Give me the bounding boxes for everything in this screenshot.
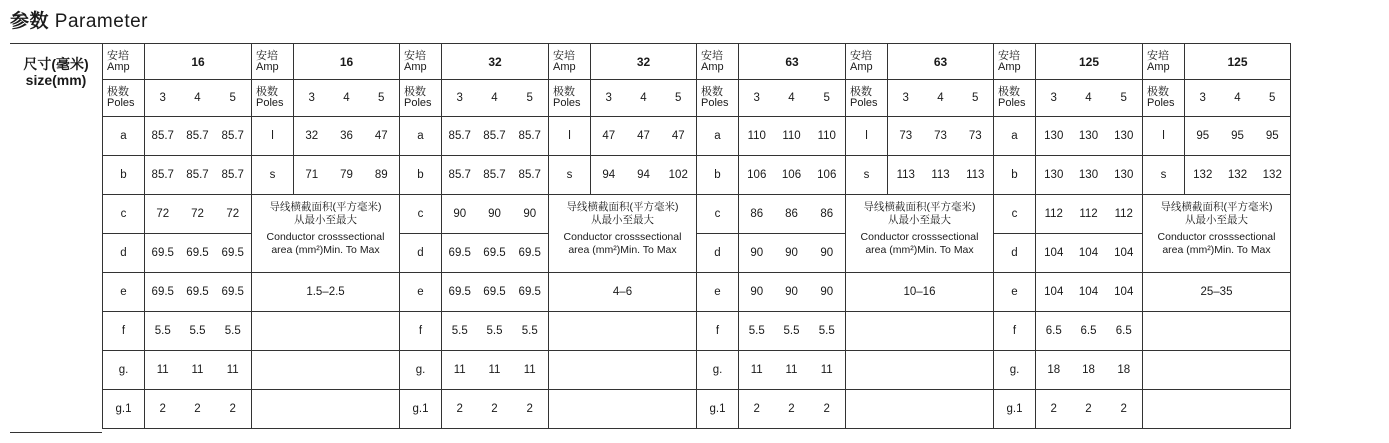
amp-label <box>549 44 591 80</box>
table-cell: 85.7 <box>442 156 478 195</box>
row-label: f <box>103 312 145 351</box>
table-cell: 85.7 <box>181 117 215 156</box>
row-label: l <box>1143 117 1185 156</box>
table-cell: 4 <box>627 80 661 117</box>
row-label: c <box>400 195 442 234</box>
row-label: b <box>697 156 739 195</box>
conductor-range: 10–16 <box>846 273 994 312</box>
parameter-table <box>102 43 1291 429</box>
note-en-line1: Conductor crosssectional <box>1157 231 1276 243</box>
row-label: g. <box>994 351 1036 390</box>
empty-cell <box>846 351 994 390</box>
note-en-line2: area (mm²)Min. To Max <box>271 244 380 256</box>
table-cell: 90 <box>739 234 775 273</box>
amp-value: 16 <box>145 44 252 80</box>
row-label: e <box>400 273 442 312</box>
row-label: b <box>400 156 442 195</box>
row-label: f <box>994 312 1036 351</box>
note-cn-line1: 导线横截面积(平方毫米) <box>863 201 976 213</box>
page-title <box>10 6 148 33</box>
table-cell: 69.5 <box>181 273 215 312</box>
row-label: d <box>103 234 145 273</box>
note-en-line2: area (mm²)Min. To Max <box>1162 244 1271 256</box>
row-label: a <box>994 117 1036 156</box>
page-title-cn: 参数 <box>10 11 50 32</box>
table-cell: 85.7 <box>512 156 549 195</box>
poles-label <box>994 80 1036 117</box>
table-cell: 130 <box>1106 156 1143 195</box>
poles-label-en: Poles <box>701 97 729 109</box>
row-label: f <box>697 312 739 351</box>
row-label: b <box>994 156 1036 195</box>
poles-row <box>103 80 1291 117</box>
poles-label-cn: 极数 <box>553 86 575 98</box>
table-cell: 113 <box>958 156 994 195</box>
amp-value: 63 <box>888 44 994 80</box>
row-label: g.1 <box>400 390 442 429</box>
table-cell: 4 <box>775 80 809 117</box>
row-label: l <box>549 117 591 156</box>
table-cell: 11 <box>739 351 775 390</box>
table-cell: 95 <box>1221 117 1255 156</box>
table-cell: 90 <box>739 273 775 312</box>
table-cell: 69.5 <box>145 234 181 273</box>
table-cell: 3 <box>888 80 924 117</box>
table-cell: 2 <box>181 390 215 429</box>
note-cn-line2: 从最小至最大 <box>294 214 357 226</box>
note-en-line1: Conductor crosssectional <box>266 231 385 243</box>
table-cell: 102 <box>661 156 697 195</box>
table-cell: 110 <box>739 117 775 156</box>
table-cell: 85.7 <box>145 117 181 156</box>
table-cell: 130 <box>1072 156 1106 195</box>
amp-label-en: Amp <box>850 60 873 73</box>
amp-row <box>103 44 1291 80</box>
table-cell: 11 <box>145 351 181 390</box>
row-label: f <box>400 312 442 351</box>
empty-cell <box>846 312 994 351</box>
empty-cell <box>549 390 697 429</box>
table-cell: 112 <box>1036 195 1072 234</box>
table-cell: 85.7 <box>181 156 215 195</box>
table-cell: 69.5 <box>478 273 512 312</box>
amp-label-en: Amp <box>256 60 279 73</box>
amp-value: 32 <box>591 44 697 80</box>
table-cell: 5.5 <box>775 312 809 351</box>
row-label: g. <box>103 351 145 390</box>
table-cell: 85.7 <box>478 156 512 195</box>
table-cell: 3 <box>145 80 181 117</box>
conductor-range: 25–35 <box>1143 273 1291 312</box>
table-cell: 86 <box>809 195 846 234</box>
table-cell: 73 <box>958 117 994 156</box>
poles-label-cn: 极数 <box>1147 86 1169 98</box>
poles-label <box>103 80 145 117</box>
poles-label-en: Poles <box>850 97 878 109</box>
table-cell: 90 <box>809 234 846 273</box>
row-label: b <box>103 156 145 195</box>
amp-label-cn: 安培 <box>701 49 723 62</box>
table-cell: 69.5 <box>442 273 478 312</box>
divider <box>10 43 102 44</box>
note-cn-line2: 从最小至最大 <box>888 214 951 226</box>
amp-label <box>994 44 1036 80</box>
table-cell: 106 <box>809 156 846 195</box>
table-cell: 3 <box>294 80 330 117</box>
table-cell: 2 <box>145 390 181 429</box>
poles-label-cn: 极数 <box>256 86 278 98</box>
table-cell: 113 <box>888 156 924 195</box>
table-cell: 5.5 <box>809 312 846 351</box>
table-cell: 130 <box>1036 156 1072 195</box>
empty-cell <box>549 312 697 351</box>
table-cell: 79 <box>330 156 364 195</box>
table-cell: 69.5 <box>215 234 252 273</box>
note-cn-line1: 导线横截面积(平方毫米) <box>566 201 679 213</box>
row-label: e <box>697 273 739 312</box>
table-cell: 90 <box>775 234 809 273</box>
poles-label-en: Poles <box>553 97 581 109</box>
amp-value: 125 <box>1185 44 1291 80</box>
empty-cell <box>549 351 697 390</box>
conductor-note <box>1143 195 1291 273</box>
size-label-en: size(mm) <box>25 72 87 88</box>
table-cell: 71 <box>294 156 330 195</box>
table-cell: 90 <box>809 273 846 312</box>
table-cell: 18 <box>1072 351 1106 390</box>
row-label: s <box>846 156 888 195</box>
table-cell: 32 <box>294 117 330 156</box>
row-label: a <box>400 117 442 156</box>
table-cell: 4 <box>1072 80 1106 117</box>
table-cell: 36 <box>330 117 364 156</box>
table-cell: 132 <box>1185 156 1221 195</box>
conductor-note <box>252 195 400 273</box>
note-en-line2: area (mm²)Min. To Max <box>568 244 677 256</box>
table-cell: 112 <box>1106 195 1143 234</box>
amp-label-en: Amp <box>998 60 1021 73</box>
table-cell: 90 <box>442 195 478 234</box>
page-title-en: Parameter <box>54 11 148 32</box>
table-cell: 85.7 <box>512 117 549 156</box>
table-cell: 104 <box>1106 234 1143 273</box>
table-cell: 132 <box>1255 156 1291 195</box>
amp-label-en: Amp <box>553 60 576 73</box>
table-cell: 85.7 <box>215 156 252 195</box>
table-cell: 4 <box>478 80 512 117</box>
table-cell: 2 <box>442 390 478 429</box>
amp-value: 16 <box>294 44 400 80</box>
row-label: d <box>697 234 739 273</box>
table-cell: 72 <box>215 195 252 234</box>
table-row <box>103 390 1291 429</box>
table-cell: 130 <box>1036 117 1072 156</box>
table-cell: 69.5 <box>512 234 549 273</box>
poles-label-en: Poles <box>107 97 135 109</box>
table-row <box>103 156 1291 195</box>
table-cell: 106 <box>739 156 775 195</box>
table-cell: 18 <box>1036 351 1072 390</box>
poles-label <box>549 80 591 117</box>
table-cell: 4 <box>181 80 215 117</box>
table-cell: 2 <box>1036 390 1072 429</box>
table-cell: 3 <box>739 80 775 117</box>
table-cell: 3 <box>591 80 627 117</box>
table-cell: 113 <box>924 156 958 195</box>
table-cell: 5 <box>661 80 697 117</box>
conductor-range: 4–6 <box>549 273 697 312</box>
poles-label-cn: 极数 <box>107 86 129 98</box>
table-cell: 106 <box>775 156 809 195</box>
table-cell: 104 <box>1036 234 1072 273</box>
row-label: a <box>697 117 739 156</box>
poles-label-en: Poles <box>256 97 284 109</box>
row-label: s <box>252 156 294 195</box>
table-cell: 69.5 <box>478 234 512 273</box>
empty-cell <box>252 390 400 429</box>
poles-label <box>1143 80 1185 117</box>
table-cell: 104 <box>1072 234 1106 273</box>
conductor-range: 1.5–2.5 <box>252 273 400 312</box>
table-cell: 11 <box>809 351 846 390</box>
poles-label-en: Poles <box>404 97 432 109</box>
table-cell: 73 <box>888 117 924 156</box>
table-row <box>103 195 1291 234</box>
table-row <box>103 312 1291 351</box>
table-row <box>103 273 1291 312</box>
table-cell: 5 <box>215 80 252 117</box>
table-cell: 5.5 <box>478 312 512 351</box>
table-cell: 2 <box>1072 390 1106 429</box>
amp-label-en: Amp <box>107 60 130 73</box>
table-cell: 110 <box>775 117 809 156</box>
table-cell: 5 <box>364 80 400 117</box>
table-cell: 130 <box>1072 117 1106 156</box>
table-cell: 3 <box>1185 80 1221 117</box>
note-en-line1: Conductor crosssectional <box>563 231 682 243</box>
table-cell: 6.5 <box>1036 312 1072 351</box>
table-cell: 69.5 <box>215 273 252 312</box>
table-cell: 104 <box>1072 273 1106 312</box>
table-cell: 69.5 <box>442 234 478 273</box>
empty-cell <box>1143 312 1291 351</box>
row-label: c <box>103 195 145 234</box>
note-en-line2: area (mm²)Min. To Max <box>865 244 974 256</box>
row-label: c <box>697 195 739 234</box>
amp-label-cn: 安培 <box>404 49 426 62</box>
table-cell: 5 <box>809 80 846 117</box>
amp-label-cn: 安培 <box>850 49 872 62</box>
table-cell: 2 <box>215 390 252 429</box>
table-row <box>103 351 1291 390</box>
table-cell: 95 <box>1255 117 1291 156</box>
table-cell: 72 <box>181 195 215 234</box>
conductor-note <box>549 195 697 273</box>
note-cn-line1: 导线横截面积(平方毫米) <box>1160 201 1273 213</box>
empty-cell <box>252 312 400 351</box>
poles-label <box>846 80 888 117</box>
amp-label-cn: 安培 <box>998 49 1020 62</box>
table-cell: 11 <box>478 351 512 390</box>
table-cell: 5.5 <box>442 312 478 351</box>
amp-value: 125 <box>1036 44 1143 80</box>
table-cell: 89 <box>364 156 400 195</box>
table-cell: 18 <box>1106 351 1143 390</box>
table-cell: 85.7 <box>442 117 478 156</box>
table-cell: 5.5 <box>181 312 215 351</box>
table-cell: 47 <box>364 117 400 156</box>
table-cell: 6.5 <box>1072 312 1106 351</box>
table-cell: 3 <box>442 80 478 117</box>
row-label: s <box>1143 156 1185 195</box>
row-label: s <box>549 156 591 195</box>
table-row <box>103 117 1291 156</box>
empty-cell <box>252 351 400 390</box>
amp-label <box>103 44 145 80</box>
empty-cell <box>1143 390 1291 429</box>
amp-label <box>846 44 888 80</box>
poles-label-cn: 极数 <box>701 86 723 98</box>
table-cell: 5.5 <box>739 312 775 351</box>
table-cell: 2 <box>478 390 512 429</box>
table-cell: 4 <box>924 80 958 117</box>
table-cell: 69.5 <box>512 273 549 312</box>
table-cell: 5.5 <box>215 312 252 351</box>
table-cell: 2 <box>775 390 809 429</box>
table-cell: 11 <box>181 351 215 390</box>
conductor-note <box>846 195 994 273</box>
amp-label-cn: 安培 <box>256 49 278 62</box>
table-cell: 90 <box>775 273 809 312</box>
table-cell: 4 <box>1221 80 1255 117</box>
amp-value: 63 <box>739 44 846 80</box>
row-label: c <box>994 195 1036 234</box>
poles-label <box>252 80 294 117</box>
table-cell: 2 <box>1106 390 1143 429</box>
amp-label <box>252 44 294 80</box>
table-cell: 85.7 <box>145 156 181 195</box>
table-cell: 6.5 <box>1106 312 1143 351</box>
table-cell: 5 <box>512 80 549 117</box>
divider <box>10 432 102 433</box>
table-cell: 5 <box>1255 80 1291 117</box>
table-cell: 11 <box>215 351 252 390</box>
amp-value: 32 <box>442 44 549 80</box>
note-cn-line2: 从最小至最大 <box>591 214 654 226</box>
table-cell: 90 <box>512 195 549 234</box>
amp-label <box>1143 44 1185 80</box>
table-cell: 69.5 <box>145 273 181 312</box>
amp-label-cn: 安培 <box>107 49 129 62</box>
table-cell: 5.5 <box>145 312 181 351</box>
size-label <box>10 56 102 88</box>
table-cell: 94 <box>591 156 627 195</box>
table-cell: 90 <box>478 195 512 234</box>
amp-label <box>697 44 739 80</box>
row-label: e <box>103 273 145 312</box>
table-cell: 132 <box>1221 156 1255 195</box>
poles-label-cn: 极数 <box>404 86 426 98</box>
poles-label <box>400 80 442 117</box>
table-cell: 69.5 <box>181 234 215 273</box>
empty-cell <box>846 390 994 429</box>
table-cell: 72 <box>145 195 181 234</box>
table-cell: 47 <box>661 117 697 156</box>
poles-label <box>697 80 739 117</box>
row-label: g.1 <box>103 390 145 429</box>
table-cell: 94 <box>627 156 661 195</box>
row-label: g. <box>697 351 739 390</box>
table-cell: 2 <box>512 390 549 429</box>
table-cell: 11 <box>775 351 809 390</box>
note-cn-line2: 从最小至最大 <box>1185 214 1248 226</box>
table-cell: 5.5 <box>512 312 549 351</box>
table-cell: 130 <box>1106 117 1143 156</box>
table-cell: 5 <box>1106 80 1143 117</box>
table-cell: 85.7 <box>478 117 512 156</box>
row-label: a <box>103 117 145 156</box>
table-cell: 11 <box>512 351 549 390</box>
amp-label-en: Amp <box>701 60 724 73</box>
table-cell: 85.7 <box>215 117 252 156</box>
poles-label-cn: 极数 <box>998 86 1020 98</box>
table-cell: 73 <box>924 117 958 156</box>
note-cn-line1: 导线横截面积(平方毫米) <box>269 201 382 213</box>
table-cell: 11 <box>442 351 478 390</box>
table-cell: 4 <box>330 80 364 117</box>
row-label: l <box>252 117 294 156</box>
row-label: e <box>994 273 1036 312</box>
table-cell: 5 <box>958 80 994 117</box>
note-en-line1: Conductor crosssectional <box>860 231 979 243</box>
table-cell: 3 <box>1036 80 1072 117</box>
amp-label-en: Amp <box>1147 60 1170 73</box>
row-label: g. <box>400 351 442 390</box>
poles-label-en: Poles <box>998 97 1026 109</box>
empty-cell <box>1143 351 1291 390</box>
amp-label <box>400 44 442 80</box>
table-cell: 86 <box>739 195 775 234</box>
table-cell: 104 <box>1106 273 1143 312</box>
row-label: g.1 <box>697 390 739 429</box>
table-cell: 110 <box>809 117 846 156</box>
row-label: g.1 <box>994 390 1036 429</box>
poles-label-en: Poles <box>1147 97 1175 109</box>
amp-label-cn: 安培 <box>1147 49 1169 62</box>
table-cell: 104 <box>1036 273 1072 312</box>
row-label: d <box>994 234 1036 273</box>
table-cell: 112 <box>1072 195 1106 234</box>
table-cell: 2 <box>809 390 846 429</box>
table-cell: 2 <box>739 390 775 429</box>
table-cell: 86 <box>775 195 809 234</box>
row-label: l <box>846 117 888 156</box>
table-cell: 47 <box>591 117 627 156</box>
size-label-cn: 尺寸(毫米) <box>23 56 89 72</box>
amp-label-cn: 安培 <box>553 49 575 62</box>
poles-label-cn: 极数 <box>850 86 872 98</box>
amp-label-en: Amp <box>404 60 427 73</box>
table-cell: 47 <box>627 117 661 156</box>
table-cell: 95 <box>1185 117 1221 156</box>
row-label: d <box>400 234 442 273</box>
